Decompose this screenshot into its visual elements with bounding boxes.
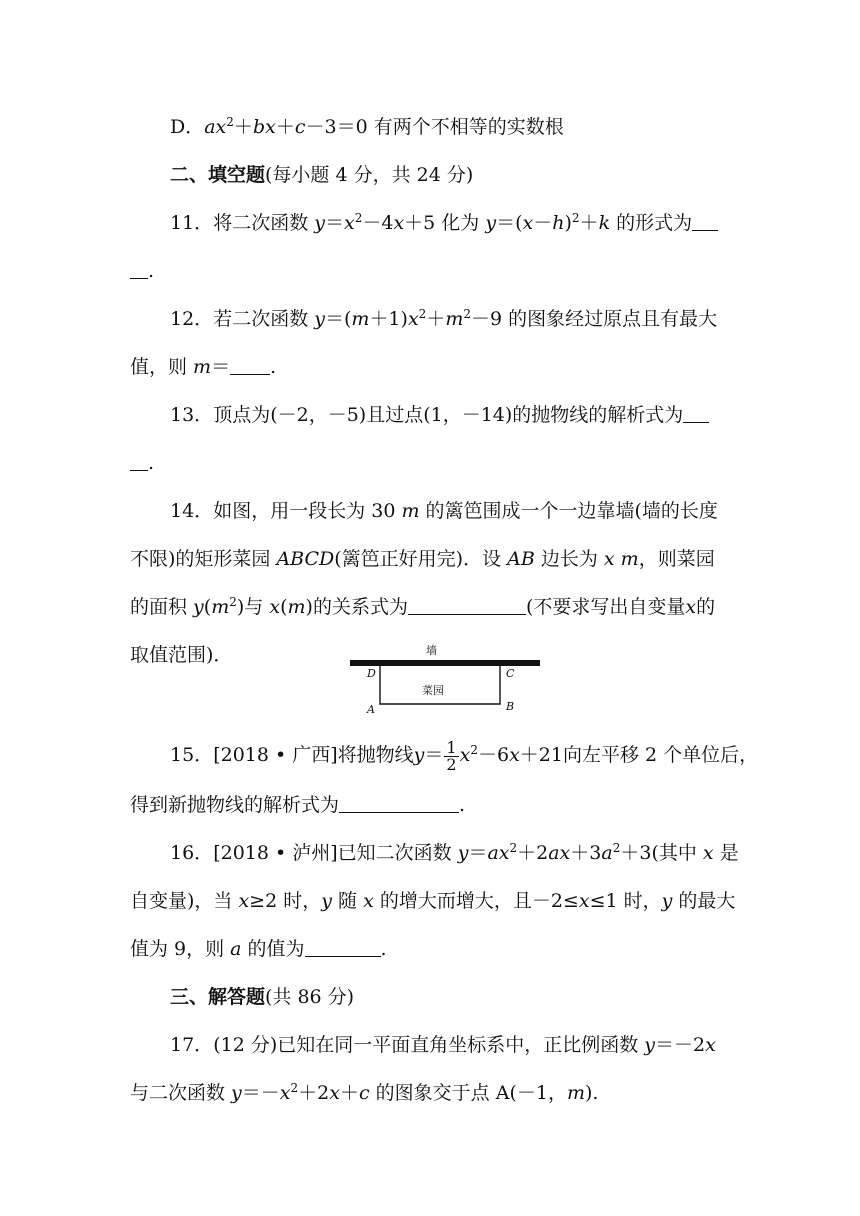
- q17-line1: (12 分)已知在同一平面直角坐标系中，正比例函数: [213, 1034, 645, 1056]
- q14-number: 14．: [170, 500, 214, 522]
- q11-text-mid: 化为: [435, 212, 486, 234]
- question-12-cont: 值，则 m＝ .: [130, 356, 277, 378]
- q14-line3-d: (不要求写出自变量: [525, 596, 686, 618]
- q14-line2-tail3: ，则菜园: [638, 548, 715, 570]
- section-3-heading: [170, 984, 354, 1010]
- q11-number: 11．: [170, 212, 214, 234]
- vertex-a-label: A: [367, 703, 375, 716]
- q15-frac-num: 1: [446, 737, 457, 757]
- q13-number: 13．: [170, 404, 214, 426]
- q16-text-post: (其中: [651, 842, 703, 864]
- q12-text: 若二次函数: [213, 308, 315, 330]
- q12-line2: 值，则: [130, 356, 194, 378]
- q13-text: 顶点为(－2，－5)且过点(1，－14)的抛物线的解析式为: [213, 404, 684, 426]
- question-17-line2: 与二次函数 $y=-x^2+2x+c$ 的图象交于点 A(－1，m).: [130, 1081, 599, 1104]
- question-16: 16．[2018 • 泸州]已知二次函数 $y=ax^2+2ax+3a^2+3$(其中 x 是: [170, 841, 739, 864]
- q16-answer-blank[interactable]: [305, 938, 381, 957]
- q16-line3-b: 的值为: [241, 938, 305, 960]
- q14-line3-a: 的面积: [130, 596, 194, 618]
- question-16-line3: 值为 9，则 a 的值为 .: [130, 938, 387, 960]
- q14-line2-tail2: 边长为: [534, 548, 604, 570]
- question-12: 12．若二次函数 $y=(m+1)x^2+m^2-9$ 的图象经过原点且有最大: [170, 307, 718, 330]
- q15-line2: 得到新抛物线的解析式为: [130, 794, 340, 816]
- wall-bar: [350, 660, 540, 666]
- question-14-line4: [130, 642, 232, 668]
- q13-end: .: [148, 452, 155, 474]
- garden-figure: [350, 640, 550, 720]
- section-2-note: (每小题 4 分，共 24 分): [265, 164, 474, 186]
- q16-text: 已知二次函数: [337, 842, 458, 864]
- vertex-b-label: B: [506, 700, 515, 713]
- q15-text: 将抛物线: [337, 744, 414, 766]
- q14-line1-tail: 的篱笆围成一个一边靠墙(墙的长度: [419, 500, 718, 522]
- q17-line2-b: 的图象交于点 A(－1，: [369, 1082, 567, 1104]
- vertex-c-label: C: [506, 667, 515, 680]
- q16-line3-a: 值为 9，则: [130, 938, 231, 960]
- q15-answer-blank[interactable]: [339, 794, 459, 813]
- q15-text-post: 向左平移 2 个单位后，: [562, 744, 759, 766]
- question-15-cont: [130, 792, 465, 818]
- question-14-line3: 的面积 $y(m^2)$与 x(m)的关系式为 (不要求写出自变量x的: [130, 595, 716, 618]
- q16-end: .: [380, 938, 387, 960]
- q15-end: .: [459, 794, 466, 816]
- q14-line2-tail: (篱笆正好用完)．设: [334, 548, 508, 570]
- q11-answer-blank[interactable]: [692, 212, 718, 231]
- q13-answer-blank-cont[interactable]: [130, 452, 148, 471]
- q16-line2-c: 随: [331, 890, 364, 912]
- q17-line2-c: ).: [584, 1082, 599, 1104]
- question-13: [170, 402, 709, 428]
- q11-answer-blank-cont[interactable]: [130, 260, 148, 279]
- q13-answer-blank[interactable]: [683, 404, 709, 423]
- question-11-cont: [130, 258, 154, 284]
- q16-line2-b: 时，: [277, 890, 322, 912]
- q12-answer-blank[interactable]: [230, 356, 270, 375]
- q14-line3-b: 与: [244, 596, 270, 618]
- question-14-line2: 不限)的矩形菜园 ABCD(篱笆正好用完)．设 AB 边长为 x m，则菜园: [130, 548, 715, 570]
- q16-line2-d: 的增大而增大，且－2≤: [373, 890, 579, 912]
- vertex-d-label: D: [367, 667, 376, 680]
- option-d: D．$ax^2+bx+c-3=0$ 有两个不相等的实数根: [170, 115, 564, 138]
- q15-number: 15．: [170, 744, 214, 766]
- question-14: 14．如图，用一段长为 30 m 的篱笆围成一个一边靠墙(墙的长度: [170, 500, 718, 522]
- question-13-cont: [130, 450, 154, 476]
- q15-fraction: [444, 737, 458, 774]
- q12-number: 12．: [170, 308, 214, 330]
- q14-line2: 不限)的矩形菜园: [130, 548, 277, 570]
- q15-source: [2018 • 广西]: [213, 744, 338, 766]
- option-d-text: ＝0 有两个不相等的实数根: [336, 116, 564, 138]
- question-15: 15．[2018 • 广西]将抛物线y＝ $\frac{1}{2}$ $x^2-6x+21$向左平移 2 个单位后，: [170, 737, 759, 774]
- q16-line2-e: ≤1 时，: [589, 890, 662, 912]
- q14-line3-e: 的: [696, 596, 716, 618]
- q16-number: 16．: [170, 842, 214, 864]
- garden-diagram: [350, 640, 550, 720]
- q17-line2-a: 与二次函数: [130, 1082, 232, 1104]
- q14-line4: 取值范围)．: [130, 644, 233, 666]
- q17-number: 17．: [170, 1034, 214, 1056]
- q15-frac-den: 2: [446, 754, 457, 774]
- section-3-note: (共 86 分): [265, 986, 355, 1008]
- q11-end: .: [148, 260, 155, 282]
- q14-line3-c: 的关系式为: [312, 596, 408, 618]
- q11-text: 将二次函数: [213, 212, 315, 234]
- section-2-heading: [170, 162, 473, 188]
- wall-label: 墙: [426, 644, 437, 657]
- q12-end: .: [270, 356, 277, 378]
- q12-text-post: 的图象经过原点且有最大: [502, 308, 718, 330]
- q16-text-post2: 是: [713, 842, 739, 864]
- q16-line2-a: 自变量)，当: [130, 890, 239, 912]
- q14-answer-blank[interactable]: [408, 596, 526, 615]
- section-2-title: 二、填空题: [170, 164, 266, 186]
- question-16-line2: 自变量)，当 x≥2 时，y 随 x 的增大而增大，且－2≤x≤1 时，y 的最大: [130, 890, 736, 912]
- garden-label: 菜园: [422, 684, 444, 697]
- q16-source: [2018 • 泸州]: [213, 842, 338, 864]
- option-d-label: D．: [170, 116, 205, 138]
- q11-text-post: 的形式为: [610, 212, 693, 234]
- q16-line2-f: 的最大: [672, 890, 736, 912]
- question-17: 17．(12 分)已知在同一平面直角坐标系中，正比例函数 y＝－2x: [170, 1034, 716, 1056]
- question-11: 11．将二次函数 $y=x^2-4x+5$ 化为 $y=(x-h)^2+k$ 的形式为: [170, 210, 718, 236]
- q14-line1: 如图，用一段长为 30: [213, 500, 402, 522]
- section-3-title: 三、解答题: [170, 986, 266, 1008]
